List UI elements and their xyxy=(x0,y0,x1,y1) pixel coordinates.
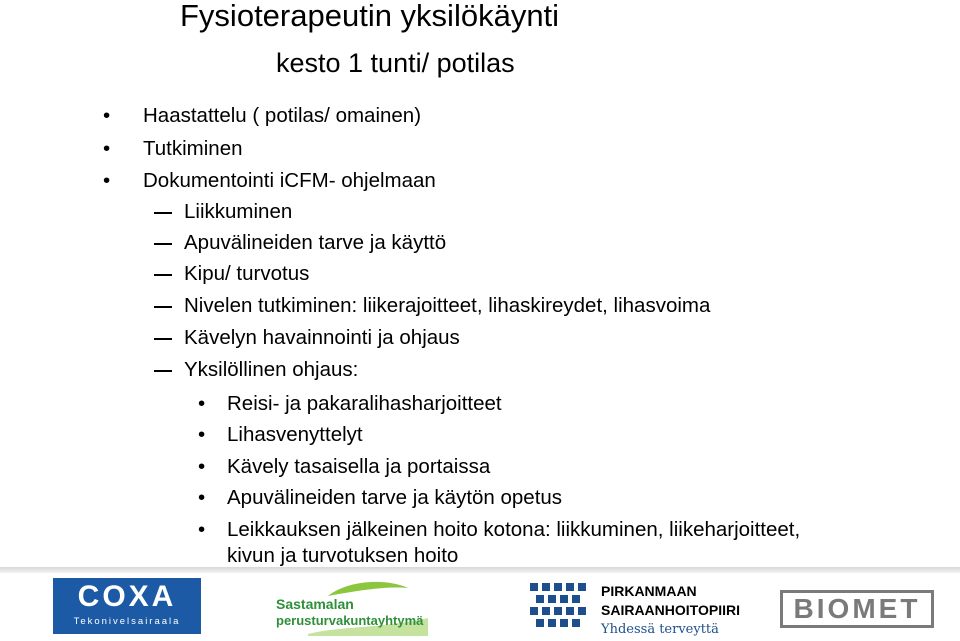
pshp-emblem-icon xyxy=(526,579,590,635)
bullet-icon: • xyxy=(198,423,206,446)
dash-icon xyxy=(154,274,172,276)
dash-icon xyxy=(154,306,172,308)
footer-divider xyxy=(0,567,960,573)
page-subtitle: kesto 1 tunti/ potilas xyxy=(276,48,515,78)
pshp-logo-text: PIRKANMAAN SAIRAANHOITOPIIRI Yhdessä terveyttä xyxy=(601,583,740,637)
bullet-icon: • xyxy=(198,392,206,415)
bullet-icon: • xyxy=(198,455,206,478)
sastamala-logo: Sastamalan perusturvakuntayhtymä xyxy=(268,578,432,636)
bullet-icon: • xyxy=(198,518,206,541)
dash-icon xyxy=(154,243,172,245)
dash-icon xyxy=(154,212,172,214)
coxa-logo: COXA Tekonivelsairaala xyxy=(53,578,201,634)
page-title: Fysioterapeutin yksilökäynti xyxy=(180,0,560,33)
bullet-icon: • xyxy=(198,486,206,509)
dash-icon xyxy=(154,370,172,372)
biomet-logo: BIOMET xyxy=(780,590,934,628)
dash-icon xyxy=(154,338,172,340)
